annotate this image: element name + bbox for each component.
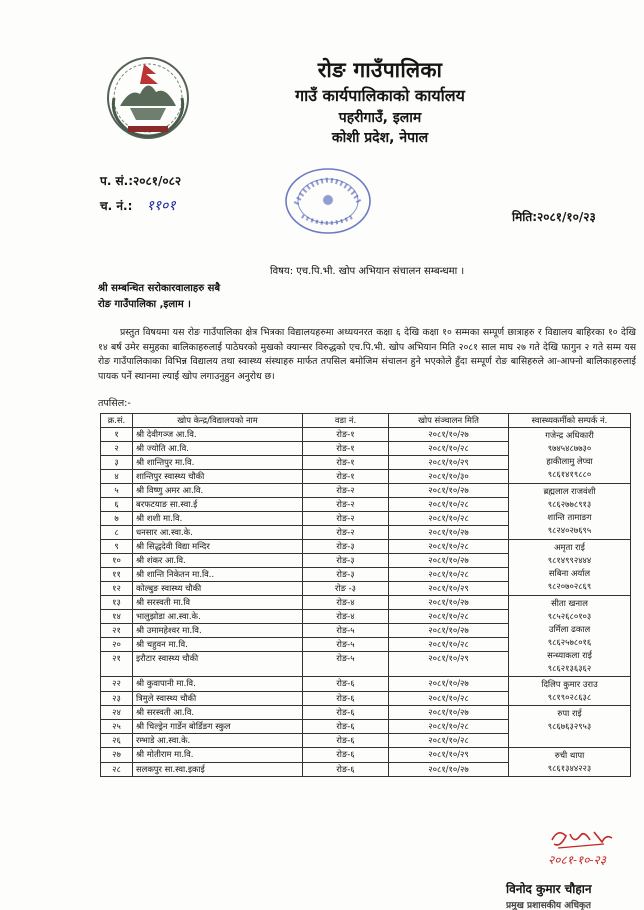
signatory-name: विनोद कुमार चौहान [506, 882, 592, 896]
center-name-cell: त्रिमुले स्वास्थ्य चौकी [133, 691, 303, 706]
table-row [101, 706, 631, 720]
letter-number: प. सं.:२०८१/०८२ [100, 174, 182, 188]
ward-cell: रोङ-५ [303, 624, 389, 638]
serial-cell: २ [101, 442, 133, 456]
addressee-line-1: श्री सम्बन्धित सरोकारवालाहरु सबै [98, 283, 221, 294]
serial-cell: २५ [101, 720, 133, 734]
phone-number: ९८६२१३६३६२ [547, 663, 592, 673]
contact-cell [509, 484, 631, 540]
date-cell: २०८१/१०/२८ [389, 568, 509, 582]
center-name-cell: इरौटार स्वास्थ्य चौकी [133, 652, 303, 677]
date-cell: २०८१/१०/२८ [389, 498, 509, 512]
health-worker-name: सन्ध्याकला राई [547, 650, 592, 660]
health-worker-name: सबिना अर्याल [548, 568, 591, 578]
health-worker-name: अमृता राई [554, 542, 585, 552]
date-cell: २०८१/१०/२८ [389, 720, 509, 734]
center-name-cell: शान्तिपुर स्वास्थ्य चौकी [133, 470, 303, 484]
center-name-cell: श्री देवीगञ्ज आ.वि. [133, 428, 303, 442]
center-name-cell: श्री ज्योति आ.वि. [133, 442, 303, 456]
contact-cell [509, 540, 631, 596]
table-row [101, 596, 631, 610]
serial-cell: ३ [101, 456, 133, 470]
serial-cell: २३ [101, 691, 133, 706]
date-cell: २०८१/१०/२८ [389, 734, 509, 748]
contact-cell [509, 748, 631, 777]
ward-cell: रोङ-३ [303, 554, 389, 568]
phone-number: ९८५२६८०१०३ [547, 611, 592, 621]
letter-date: मिति:२०८१/१०/२३ [512, 210, 596, 224]
table-header-row [101, 414, 631, 428]
phone-number: ९८६२७७८९१३ [547, 499, 592, 509]
ward-cell: रोङ-३ [303, 540, 389, 554]
ward-cell: रोङ-६ [303, 677, 389, 692]
center-name-cell: श्री चिल्ड्रेन गार्डेन बोर्डिङग स्कुल [133, 720, 303, 734]
phone-number: ९८१४९९२४४४ [547, 555, 592, 565]
center-name-cell: श्री शंकर आ.वि. [133, 554, 303, 568]
health-worker-name: हाकीलामु लेप्चा [546, 456, 593, 466]
health-worker-name: रुपा राई [557, 708, 582, 718]
table-row [101, 428, 631, 442]
date-cell: २०८१/१०/२७ [389, 706, 509, 720]
ward-cell: रोङ-४ [303, 596, 389, 610]
serial-cell: २७ [101, 748, 133, 763]
date-cell: २०८१/१०/३० [389, 470, 509, 484]
date-cell: २०८१/१०/२७ [389, 484, 509, 498]
serial-cell: ९ [101, 540, 133, 554]
serial-cell: २० [101, 638, 133, 652]
ward-cell: रोङ-४ [303, 610, 389, 624]
serial-cell: ५ [101, 484, 133, 498]
center-name-cell: धनसार आ.स्वा.के. [133, 526, 303, 540]
serial-cell: २४ [101, 706, 133, 720]
ward-cell: रोङ-१ [303, 456, 389, 470]
center-name-cell: भालुझोडा आ.स्वा.के. [133, 610, 303, 624]
ward-cell: रोङ-१ [303, 442, 389, 456]
date-cell: २०८१/१०/२७ [389, 428, 509, 442]
serial-cell: ११ [101, 568, 133, 582]
date-cell: २०८१/१०/२७ [389, 554, 509, 568]
serial-cell: २१ [101, 652, 133, 677]
center-name-cell: श्री उमामहेश्वर मा.वि. [133, 624, 303, 638]
ward-cell: रोङ-१ [303, 428, 389, 442]
annex-label: तपसिल:- [98, 398, 131, 409]
serial-cell: ४ [101, 470, 133, 484]
serial-cell: ८ [101, 526, 133, 540]
serial-cell: १४ [101, 610, 133, 624]
date-cell: २०८१/१०/२७ [389, 526, 509, 540]
serial-cell: २१ [101, 624, 133, 638]
signature-scrawl [544, 826, 640, 870]
column-header: क्र.सं. [101, 414, 133, 428]
ward-cell: रोङ-१ [303, 470, 389, 484]
serial-cell: १२ [101, 582, 133, 596]
date-cell: २०८१/१०/२८ [389, 442, 509, 456]
serial-cell: ७ [101, 512, 133, 526]
health-worker-name: ब्रह्मलाल राजवंशी [543, 486, 596, 496]
ward-cell: रोङ-३ [303, 568, 389, 582]
date-cell: २०८१/१०/२९ [389, 456, 509, 470]
date-cell: २०८१/१०/२८ [389, 540, 509, 554]
phone-number: ९८६१४१९८८० [547, 469, 592, 479]
ward-cell: रोङ-५ [303, 652, 389, 677]
dispatch-number: च. नं.: ११०१ [100, 198, 176, 214]
serial-cell: २८ [101, 762, 133, 777]
center-name-cell: श्री सरस्वती मा.वि [133, 596, 303, 610]
serial-cell: २६ [101, 734, 133, 748]
contact-cell [509, 596, 631, 677]
date-cell: २०८१/१०/२८ [389, 638, 509, 652]
date-cell: २०८१/१०/२९ [389, 748, 509, 763]
municipality-name: रोङ गाउँपालिका [317, 58, 443, 82]
center-name-cell: रम्भाडे आ.स्वा.के. [133, 734, 303, 748]
province-country: कोशी प्रदेश, नेपाल [331, 130, 429, 146]
serial-cell: १० [101, 554, 133, 568]
phone-number: ९८६७६३२९५३ [547, 721, 592, 731]
center-name-cell: श्री शान्ति निकेतन मा.वि.. [133, 568, 303, 582]
ward-cell: रोङ -३ [303, 582, 389, 596]
date-cell: २०८१/१०/२८ [389, 512, 509, 526]
phone-number: ९८२०७०२८६९ [547, 581, 592, 591]
date-cell: २०८१/१०/२७ [389, 624, 509, 638]
date-cell: २०८१/१०/२७ [389, 677, 509, 692]
column-header: खोप संञ्चालन मिति [389, 414, 509, 428]
date-cell: २०८१/१०/२७ [389, 596, 509, 610]
addressee-line-2: रोङ गाउँपालिका ,इलाम । [98, 299, 191, 310]
ward-cell: रोङ-२ [303, 526, 389, 540]
phone-number: ९८१९०२८६३८ [547, 692, 592, 702]
serial-cell: ६ [101, 498, 133, 512]
ward-cell: रोङ-२ [303, 484, 389, 498]
ward-cell: रोङ-६ [303, 748, 389, 763]
health-worker-name: गजेन्द्र अधिकारी [545, 430, 594, 440]
date-cell: २०८१/१०/२८ [389, 610, 509, 624]
contact-cell [509, 428, 631, 484]
center-name-cell: सलकपुर सा.स्वा.इकाई [133, 762, 303, 777]
center-name-cell: श्री सरस्वती आ.वि. [133, 706, 303, 720]
signature-date: २०८१-१०-२३ [548, 853, 607, 867]
health-worker-name: उर्मिला ढकाल [548, 624, 591, 634]
ward-cell: रोङ-६ [303, 762, 389, 777]
center-name-cell: श्री मोतीराम मा.वि. [133, 748, 303, 763]
table-row [101, 748, 631, 763]
ward-cell: रोङ-६ [303, 734, 389, 748]
center-name-cell: श्री विष्णु अमर आ.वि. [133, 484, 303, 498]
table-row [101, 677, 631, 692]
health-worker-name: सीता खनाल [551, 598, 588, 608]
date-cell: २०८१/१०/२९ [389, 582, 509, 596]
table-row [101, 484, 631, 498]
letter-subject: विषय: एच.पि.भी. खोप अभियान संचालन सम्बन्धमा । [270, 266, 465, 277]
column-header: स्वास्थ्यकर्मीको सम्पर्क नं. [509, 414, 631, 428]
phone-number: ९८२४०२७६९५ [547, 525, 592, 535]
serial-cell: १ [101, 428, 133, 442]
ward-cell: रोङ-६ [303, 691, 389, 706]
letter-body: प्रस्तुत विषयमा यस रोङ गाउँपालिका क्षेत्र भित्रका विद्यालयहरुमा अध्ययनरत कक्षा ६ देखि कक्षा १० सम्मका सम्पूर्ण छात्राहरु र विद्यालय बाहिरका १० देखि १४ बर्ष उमेर समुहका बालिकाहरुलाई पाठेघरको मुखको क्यान्सर विरुद्धको एच.पि.भी. खोप अभियान मिति २०८१ साल माघ २७ गते देखि फागुन २ गते सम्म यस रोङ गाउँपालिकाका विभिन्न विद्यालय तथा स्वास्थ्य संस्थाहरु मार्फत तपसिल बमोजिम संचालन हुने भएकोले हुँदा सम्पूर्ण रोङ बासिहरुले आ-आफ्नो बालिकाहरुलाई पायक पर्ने स्थानमा ल्याई खोप लगाउनुहुन अनुरोध छ। [98, 327, 636, 382]
health-worker-name: रुची थापा [554, 750, 585, 760]
contact-cell [509, 677, 631, 706]
letterhead [230, 56, 530, 148]
date-cell: २०८१/१०/२७ [389, 762, 509, 777]
date-cell: २०८१/१०/२९ [389, 652, 509, 677]
serial-cell: १३ [101, 596, 133, 610]
center-name-cell: श्री कुवापानी मा.वि. [133, 677, 303, 692]
office-stamp-icon [282, 164, 374, 238]
column-header: खोप केन्द्र/विद्यालयको नाम [133, 414, 303, 428]
phone-number: ९८६१३४४२२३ [547, 763, 592, 773]
ward-cell: रोङ-६ [303, 720, 389, 734]
phone-number: ९८६२५७८०१६ [547, 637, 592, 647]
serial-cell: २२ [101, 677, 133, 692]
ward-cell: रोङ-५ [303, 638, 389, 652]
health-worker-name: शान्ति तामाङग [547, 512, 592, 522]
ward-cell: रोङ-२ [303, 512, 389, 526]
vaccination-schedule-table [100, 413, 630, 777]
contact-cell [509, 706, 631, 748]
center-name-cell: श्री सिद्धदेवी विद्या मन्दिर [133, 540, 303, 554]
center-name-cell: कोल्बुङ स्वास्थ्य चौकी [133, 582, 303, 596]
date-cell: २०८१/१०/२८ [389, 691, 509, 706]
phone-number: ९७४५४८७७३० [547, 443, 592, 453]
center-name-cell: बरफटयाङ सा.स्वा.ई [133, 498, 303, 512]
center-name-cell: श्री शशी मा.वि. [133, 512, 303, 526]
office-location: पहरीगाउँ, इलाम [338, 110, 422, 126]
table-row [101, 540, 631, 554]
column-header: वडा नं. [303, 414, 389, 428]
health-worker-name: दिलिप कुमार उराउ [541, 679, 598, 689]
nepal-emblem-icon [100, 48, 196, 144]
office-name: गाउँ कार्यपालिकाको कार्यालय [295, 86, 465, 105]
center-name-cell: श्री शान्तिपुर मा.वि. [133, 456, 303, 470]
signatory-title: प्रमुख प्रशासकीय अधिकृत [506, 901, 592, 910]
ward-cell: रोङ-६ [303, 706, 389, 720]
ward-cell: रोङ-२ [303, 498, 389, 512]
center-name-cell: श्री चहुवन मा.वि. [133, 638, 303, 652]
